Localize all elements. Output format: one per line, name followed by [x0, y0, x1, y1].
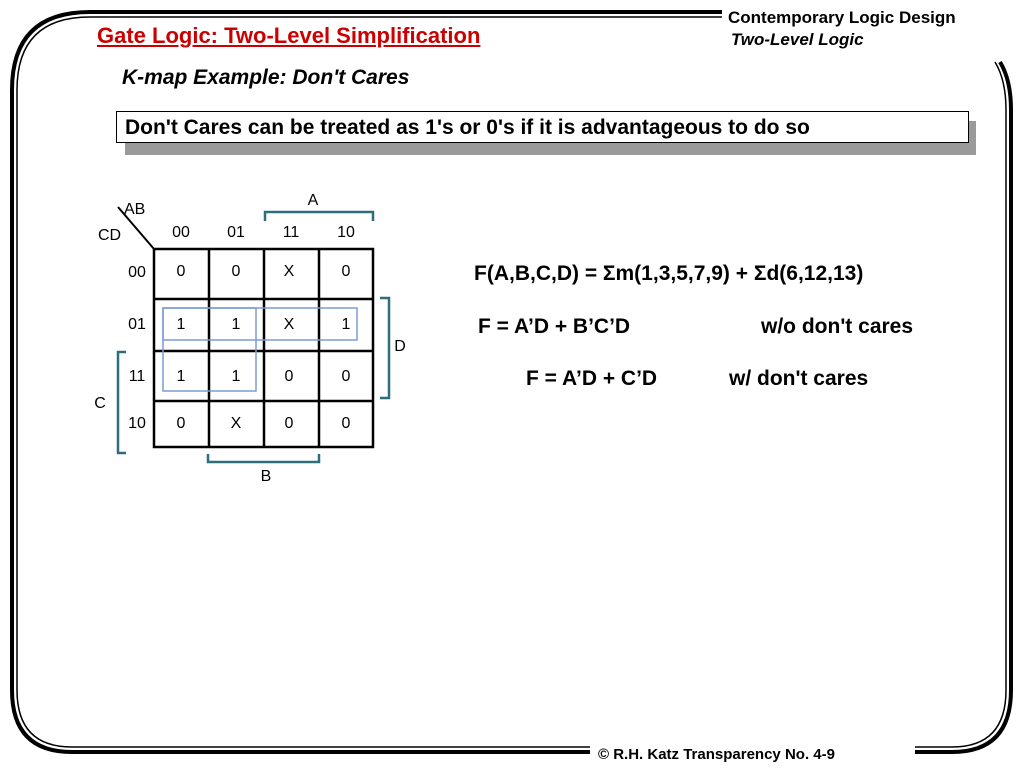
kmap-cell: 0: [341, 263, 351, 280]
kmap-cell: 1: [231, 316, 241, 333]
label-d: D: [394, 338, 406, 355]
expr-without-dont-cares: F = A’D + B’C’D: [478, 315, 631, 338]
kmap-cell: 0: [341, 415, 351, 432]
label-b: B: [260, 468, 272, 485]
kmap-cell: 0: [341, 368, 351, 385]
kmap-cell: 1: [231, 368, 241, 385]
kmap-corner-cd: CD: [98, 227, 122, 244]
section-name: Two-Level Logic: [731, 30, 864, 49]
kmap-cell: X: [283, 263, 295, 280]
kmap-row-header: 00: [128, 264, 146, 281]
kmap-grid: [154, 249, 373, 447]
kmap-cell: 0: [284, 368, 294, 385]
kmap-cell: X: [283, 316, 295, 333]
callout-box: Don't Cares can be treated as 1's or 0's if it is advantageous to do so: [116, 111, 969, 143]
kmap-cell: 1: [341, 316, 351, 333]
kmap-row-header: 01: [128, 316, 146, 333]
kmap-cell: 0: [231, 263, 241, 280]
footer-credit: © R.H. Katz Transparency No. 4-9: [598, 746, 835, 763]
note-with-dont-cares: w/ don't cares: [729, 367, 869, 390]
bracket-c: [118, 352, 126, 453]
function-definition: F(A,B,C,D) = Σm(1,3,5,7,9) + Σd(6,12,13): [474, 262, 864, 285]
kmap-row-header: 10: [128, 415, 146, 432]
kmap-cell: 0: [176, 263, 186, 280]
kmap-col-header: 11: [282, 224, 300, 241]
note-without-dont-cares: w/o don't cares: [761, 315, 914, 338]
kmap-cell: 0: [176, 415, 186, 432]
kmap-cell: 0: [284, 415, 294, 432]
label-c: C: [94, 395, 106, 412]
kmap-cell: X: [230, 415, 242, 432]
expr-with-dont-cares: F = A’D + C’D: [526, 367, 658, 390]
kmap-cell: 1: [176, 368, 186, 385]
kmap-corner-ab: AB: [124, 201, 146, 218]
course-name: Contemporary Logic Design: [728, 8, 956, 27]
bracket-a: [265, 212, 373, 221]
kmap-col-header: 01: [227, 224, 245, 241]
kmap-col-header: 00: [172, 224, 190, 241]
kmap-group-row: [163, 308, 357, 340]
label-a: A: [307, 192, 319, 209]
slide-title: Gate Logic: Two-Level Simplification: [97, 23, 481, 48]
slide-subtitle: K-map Example: Don't Cares: [122, 66, 410, 89]
bracket-d: [380, 298, 389, 398]
kmap-col-header: 10: [337, 224, 355, 241]
kmap-row-header: 11: [128, 368, 146, 385]
kmap-cell: 1: [176, 316, 186, 333]
bracket-b: [208, 454, 319, 462]
